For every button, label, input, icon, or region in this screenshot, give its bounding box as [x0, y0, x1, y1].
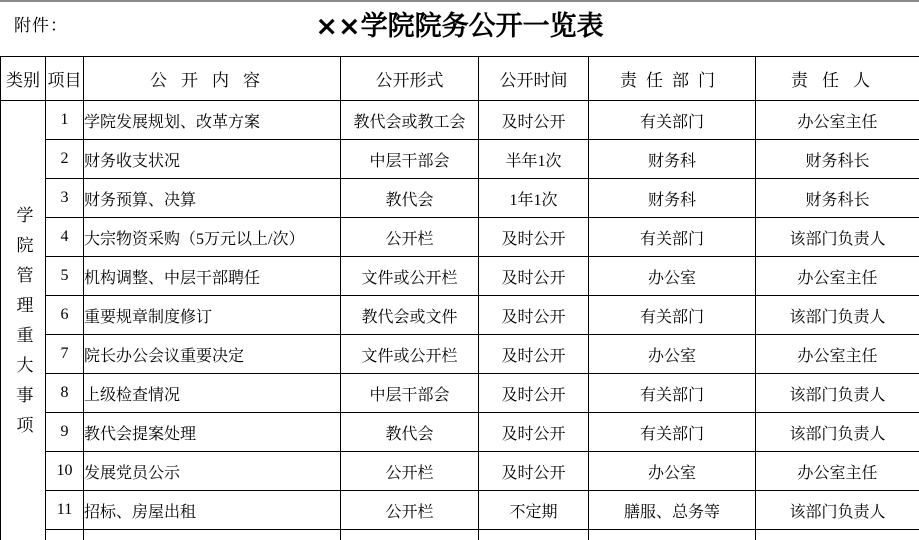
cell-content: 机构调整、中层干部聘任	[84, 257, 341, 296]
table-row	[1, 101, 919, 140]
cell-no: 2	[46, 140, 84, 179]
cell-dept: 有关部门	[589, 374, 756, 413]
cell-content: 教代会提案处理	[84, 413, 341, 452]
cell-form: 公开栏	[341, 491, 479, 530]
cell-dept: 办公室	[589, 452, 756, 491]
cell-dept: 有关部门	[589, 413, 756, 452]
cell-time: 及时公开	[479, 374, 589, 413]
disclosure-table	[0, 56, 919, 540]
header-form: 公开形式	[341, 57, 479, 101]
cell-no: 1	[46, 101, 84, 140]
cell-form: 中层干部会	[341, 374, 479, 413]
cell-person: 财务科长	[756, 140, 919, 179]
cell-form: 教代会或教工会	[341, 101, 479, 140]
cell-no: 6	[46, 296, 84, 335]
header-content: 公开内容	[84, 57, 341, 101]
cell-form: 教代会	[341, 413, 479, 452]
cell-dept: 有关部门	[589, 101, 756, 140]
attachment-label: 附件：	[14, 16, 68, 35]
cell-dept: 膳服、总务等	[589, 491, 756, 530]
page-title: ××学院院务公开一览表	[315, 11, 604, 42]
cell-form: 公开栏	[341, 218, 479, 257]
cell-person: 该部门负责人	[756, 218, 919, 257]
cell-content: 大宗物资采购（5万元以上/次）	[84, 218, 341, 257]
table-row-partial	[1, 530, 919, 540]
header-category: 类别	[1, 57, 46, 101]
table-row	[1, 374, 919, 413]
table-row	[1, 179, 919, 218]
cell-no: 4	[46, 218, 84, 257]
table-row	[1, 296, 919, 335]
table-header-row	[1, 57, 919, 101]
cell-time: 及时公开	[479, 218, 589, 257]
cell-person: 财务科长	[756, 179, 919, 218]
cell-form: 教代会或文件	[341, 296, 479, 335]
cell-person: 该部门负责人	[756, 491, 919, 530]
cell-person: 办公室主任	[756, 257, 919, 296]
cell-dept: 办公室	[589, 257, 756, 296]
category-group-label: 学院管理重大事项	[13, 206, 33, 446]
cell-time: 及时公开	[479, 296, 589, 335]
cell-form: 中层干部会	[341, 140, 479, 179]
cell-form: 教代会	[341, 179, 479, 218]
cell-no: 7	[46, 335, 84, 374]
cell-time: 及时公开	[479, 257, 589, 296]
cell-content: 院长办公会议重要决定	[84, 335, 341, 374]
cell-content: 发展党员公示	[84, 452, 341, 491]
table-row	[1, 140, 919, 179]
table-row	[1, 335, 919, 374]
cell-dept: 财务科	[589, 179, 756, 218]
cell-no: 8	[46, 374, 84, 413]
cell-time: 及时公开	[479, 101, 589, 140]
cell-person: 办公室主任	[756, 101, 919, 140]
cell-no: 10	[46, 452, 84, 491]
cell-content: 招标、房屋出租	[84, 491, 341, 530]
cell-dept: 办公室	[589, 335, 756, 374]
cell-person: 办公室主任	[756, 452, 919, 491]
cell-form: 文件或公开栏	[341, 335, 479, 374]
header-item: 项目	[46, 57, 84, 101]
cell-no: 3	[46, 179, 84, 218]
category-group-cell	[1, 101, 46, 540]
cell-content: 财务收支状况	[84, 140, 341, 179]
cell-no: 11	[46, 491, 84, 530]
cell-content: 上级检查情况	[84, 374, 341, 413]
cell-time: 不定期	[479, 491, 589, 530]
cell-content: 财务预算、决算	[84, 179, 341, 218]
cell-person: 该部门负责人	[756, 374, 919, 413]
cell-time: 1年1次	[479, 179, 589, 218]
cell-person: 该部门负责人	[756, 413, 919, 452]
cell-content: 重要规章制度修订	[84, 296, 341, 335]
cell-time: 半年1次	[479, 140, 589, 179]
cell-form: 公开栏	[341, 452, 479, 491]
header-time: 公开时间	[479, 57, 589, 101]
cell-no: 5	[46, 257, 84, 296]
cell-form: 文件或公开栏	[341, 257, 479, 296]
table-row	[1, 491, 919, 530]
cell-time: 及时公开	[479, 452, 589, 491]
header-person: 责任人	[756, 57, 919, 101]
cell-person: 办公室主任	[756, 335, 919, 374]
table-row	[1, 413, 919, 452]
cell-dept: 有关部门	[589, 296, 756, 335]
table-row	[1, 218, 919, 257]
table-row	[1, 452, 919, 491]
header-department: 责任部门	[589, 57, 756, 101]
table-row	[1, 257, 919, 296]
cell-time: 及时公开	[479, 335, 589, 374]
cell-person: 该部门负责人	[756, 296, 919, 335]
title-bar	[0, 2, 919, 56]
cell-dept: 财务科	[589, 140, 756, 179]
cell-no: 9	[46, 413, 84, 452]
cell-dept: 有关部门	[589, 218, 756, 257]
cell-content: 学院发展规划、改革方案	[84, 101, 341, 140]
cell-time: 及时公开	[479, 413, 589, 452]
